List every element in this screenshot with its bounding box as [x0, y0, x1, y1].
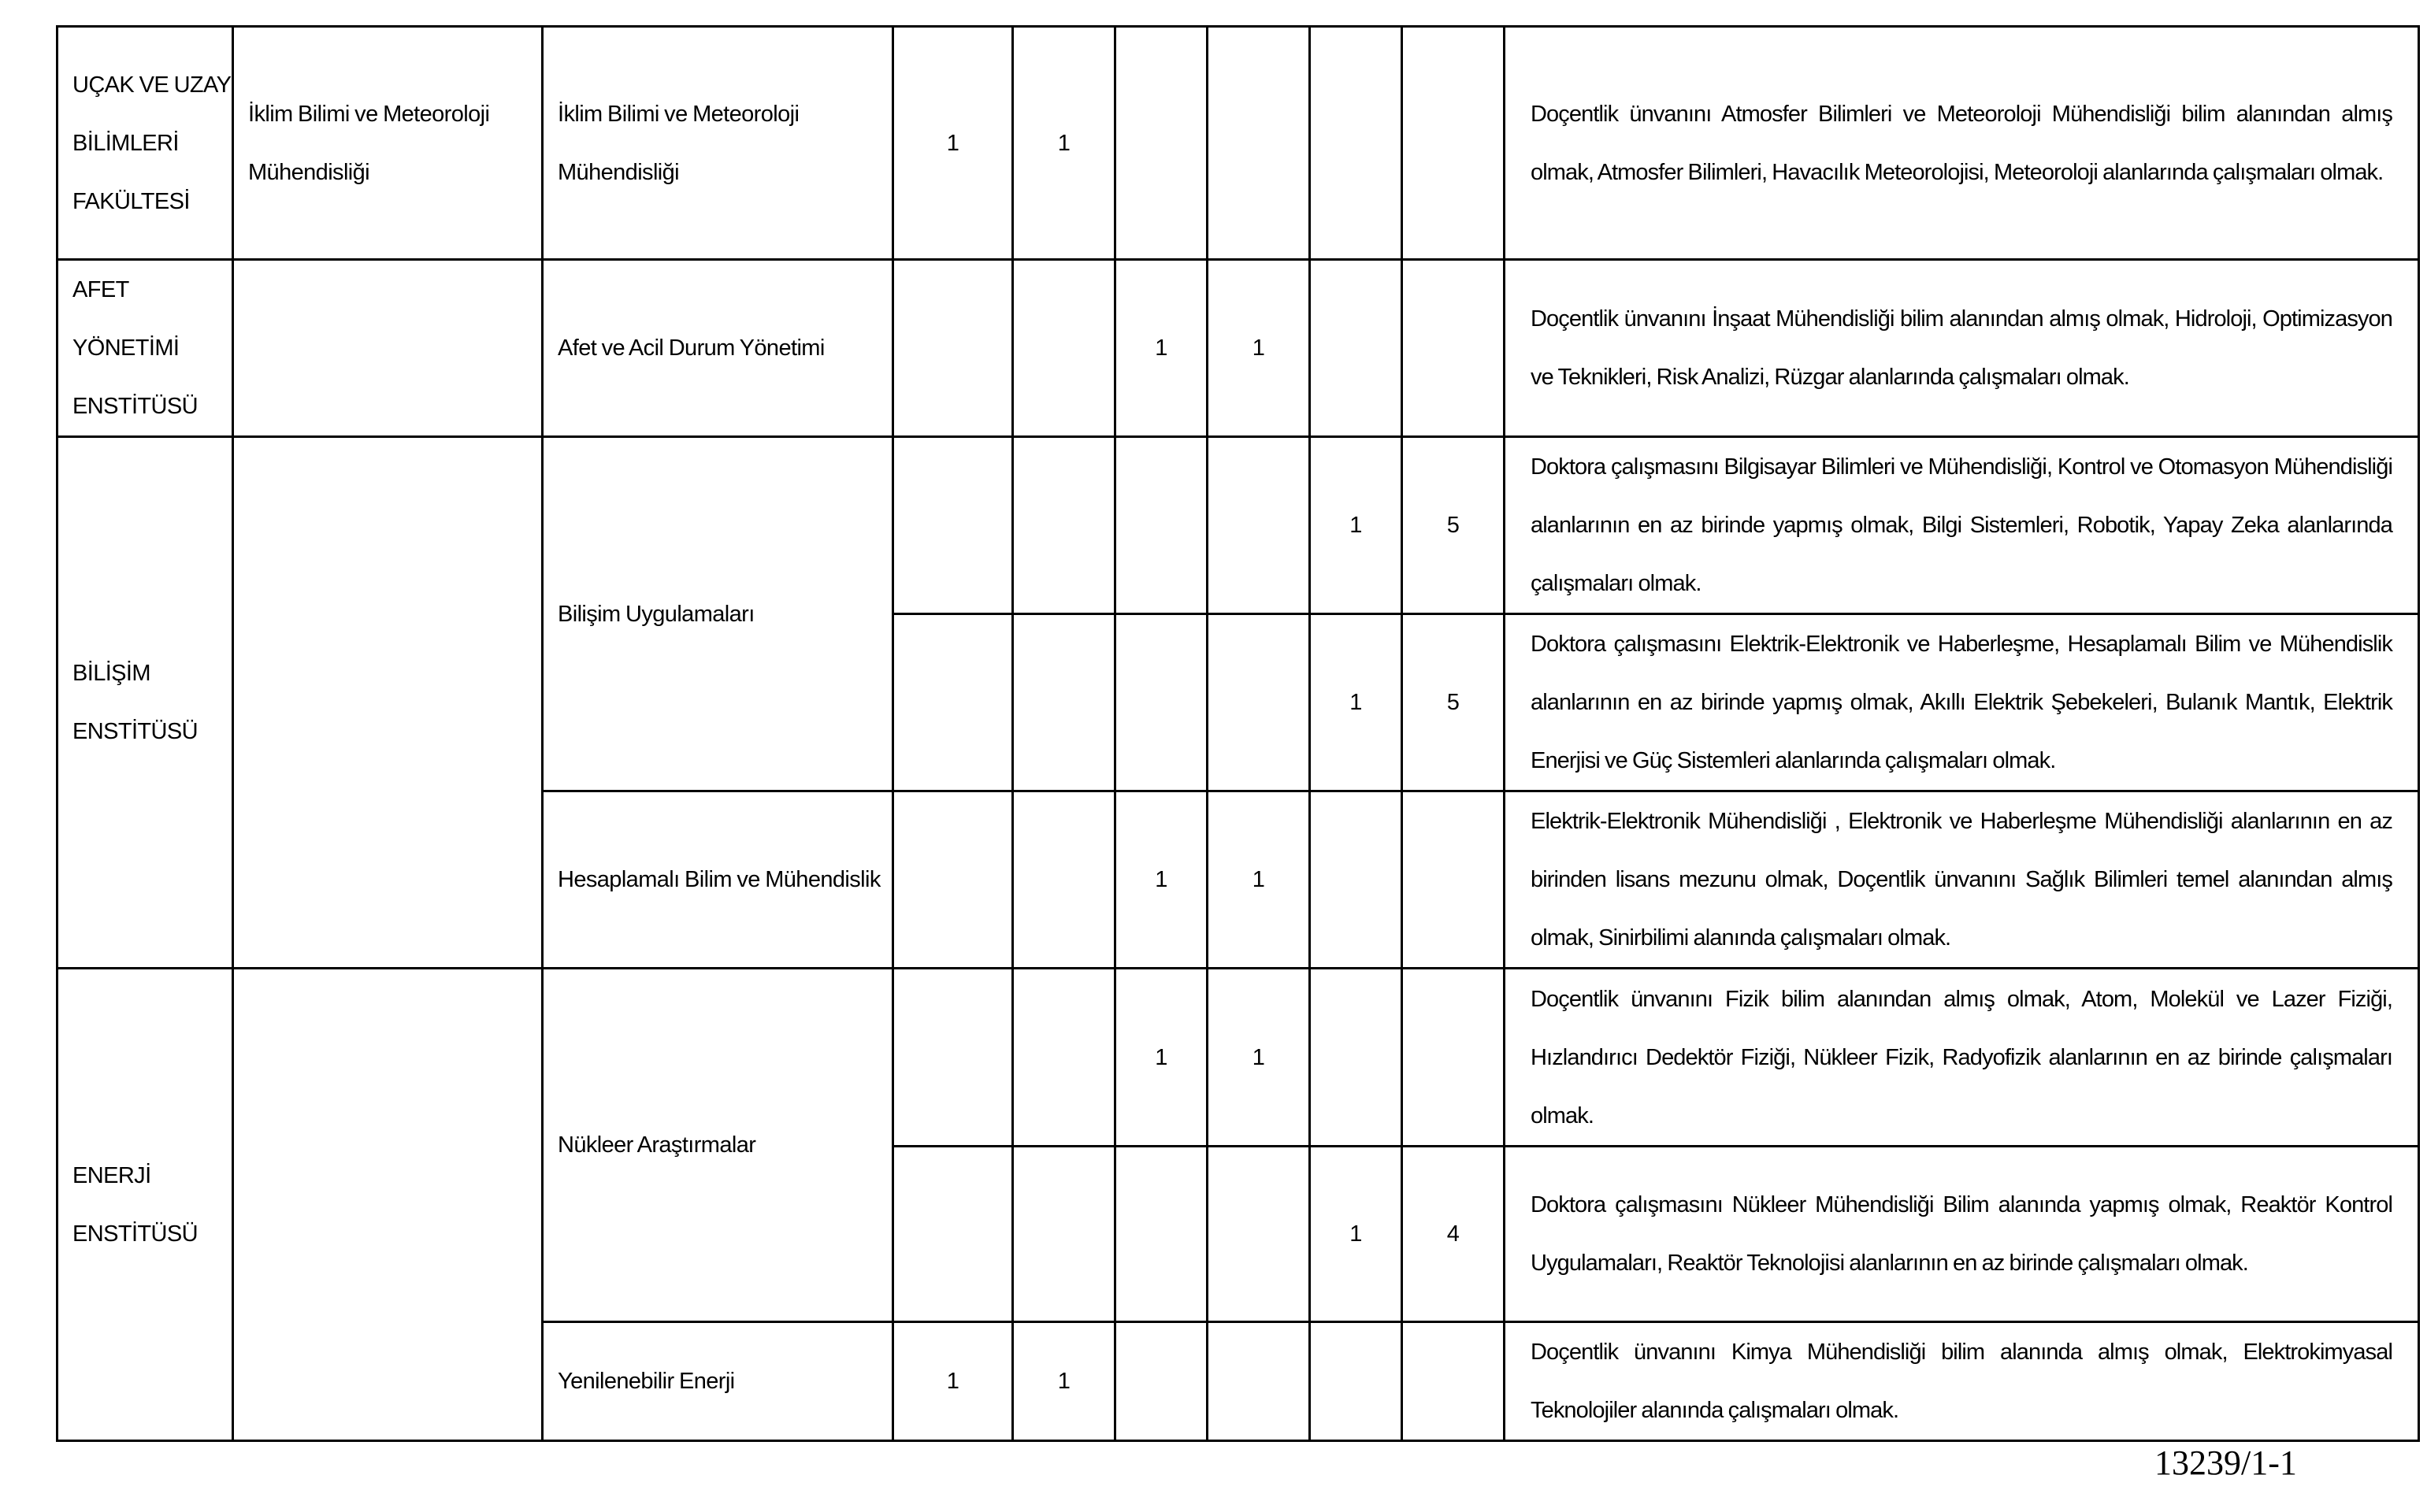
- count-cell: 1: [1013, 27, 1115, 260]
- count-cell: [1115, 1147, 1208, 1322]
- count-cell: [1115, 27, 1208, 260]
- count-cell: 1: [1208, 260, 1310, 437]
- page-number: 13239/1-1: [2154, 1443, 2297, 1482]
- department-cell: [233, 969, 543, 1441]
- table-row: [58, 437, 2419, 614]
- count-cell: [1013, 260, 1115, 437]
- program-cell: Hesaplamalı Bilim ve Mühendislik: [543, 791, 893, 969]
- count-cell: [893, 969, 1013, 1147]
- table-row: [58, 27, 2419, 260]
- count-cell: [1208, 1147, 1310, 1322]
- count-cell: 1: [1208, 969, 1310, 1147]
- program-cell: İklim Bilimi ve Meteoroloji Mühendisliği: [543, 27, 893, 260]
- program-cell: Afet ve Acil Durum Yönetimi: [543, 260, 893, 437]
- requirements-cell: Doçentlik ünvanını İnşaat Mühendisliği bilim alanından almış olmak, Hidroloji, Optimizasyon ve Teknikleri, Risk Analizi, Rüzgar alanlarında çalışmaları olmak.: [1505, 260, 2419, 437]
- requirements-cell: Doçentlik ünvanını Kimya Mühendisliği bilim alanında almış olmak, Elektrokimyasal Teknolojiler alanında çalışmaları olmak.: [1505, 1322, 2419, 1441]
- requirements-cell: Doçentlik ünvanını Atmosfer Bilimleri ve Meteoroloji Mühendisliği bilim alanından almış olmak, Atmosfer Bilimleri, Havacılık Meteorolojisi, Meteoroloji alanlarında çalışmaları olmak.: [1505, 27, 2419, 260]
- count-cell: [1115, 437, 1208, 614]
- table-row: [58, 969, 2419, 1147]
- count-cell: [893, 1147, 1013, 1322]
- department-cell: İklim Bilimi ve Meteoroloji Mühendisliği: [233, 27, 543, 260]
- count-cell: [1402, 260, 1505, 437]
- program-cell: Bilişim Uygulamaları: [543, 437, 893, 791]
- department-cell: [233, 260, 543, 437]
- positions-table: [56, 25, 2420, 1442]
- unit-cell: AFET YÖNETİMİ ENSTİTÜSÜ: [58, 260, 233, 437]
- count-cell: [1013, 969, 1115, 1147]
- program-cell: Yenilenebilir Enerji: [543, 1322, 893, 1441]
- count-cell: [1402, 27, 1505, 260]
- count-cell: 1: [1013, 1322, 1115, 1441]
- count-cell: [1208, 27, 1310, 260]
- count-cell: 1: [1310, 437, 1402, 614]
- count-cell: [1208, 1322, 1310, 1441]
- count-cell: [1115, 614, 1208, 791]
- requirements-cell: Elektrik-Elektronik Mühendisliği , Elektronik ve Haberleşme Mühendisliği alanlarının en az birinden lisans mezunu olmak, Doçentlik ünvanını Sağlık Bilimleri temel alanından almış olmak, Sinirbilimi alanında çalışmaları olmak.: [1505, 791, 2419, 969]
- count-cell: 1: [1208, 791, 1310, 969]
- count-cell: [893, 260, 1013, 437]
- count-cell: [1013, 1147, 1115, 1322]
- count-cell: [893, 614, 1013, 791]
- requirements-cell: Doktora çalışmasını Bilgisayar Bilimleri ve Mühendisliği, Kontrol ve Otomasyon Mühendisliği alanlarının en az birinde yapmış olmak, Bilgi Sistemleri, Robotik, Yapay Zeka alanlarında çalışmaları olmak.: [1505, 437, 2419, 614]
- count-cell: [1310, 1322, 1402, 1441]
- count-cell: [893, 437, 1013, 614]
- unit-cell: UÇAK VE UZAY BİLİMLERİ FAKÜLTESİ: [58, 27, 233, 260]
- count-cell: [1013, 437, 1115, 614]
- count-cell: [1310, 27, 1402, 260]
- count-cell: 4: [1402, 1147, 1505, 1322]
- requirements-cell: Doçentlik ünvanını Fizik bilim alanından almış olmak, Atom, Molekül ve Lazer Fiziği, Hızlandırıcı Dedektör Fiziği, Nükleer Fizik, Radyofizik alanlarının en az birinde çalışmaları olmak.: [1505, 969, 2419, 1147]
- count-cell: 1: [1115, 260, 1208, 437]
- count-cell: [1208, 437, 1310, 614]
- count-cell: [1402, 1322, 1505, 1441]
- unit-cell: BİLİŞİM ENSTİTÜSÜ: [58, 437, 233, 969]
- count-cell: 5: [1402, 614, 1505, 791]
- count-cell: [1310, 260, 1402, 437]
- count-cell: [1310, 791, 1402, 969]
- count-cell: 1: [893, 1322, 1013, 1441]
- count-cell: 5: [1402, 437, 1505, 614]
- count-cell: [1402, 791, 1505, 969]
- count-cell: [1013, 614, 1115, 791]
- count-cell: [893, 791, 1013, 969]
- count-cell: 1: [1310, 614, 1402, 791]
- count-cell: [1013, 791, 1115, 969]
- table-row: [58, 260, 2419, 437]
- count-cell: [1208, 614, 1310, 791]
- requirements-cell: Doktora çalışmasını Elektrik-Elektronik ve Haberleşme, Hesaplamalı Bilim ve Mühendislik alanlarının en az birinde yapmış olmak, Akıllı Elektrik Şebekeleri, Bulanık Mantık, Elektrik Enerjisi ve Güç Sistemleri alanlarında çalışmaları olmak.: [1505, 614, 2419, 791]
- unit-cell: ENERJİ ENSTİTÜSÜ: [58, 969, 233, 1441]
- count-cell: 1: [1310, 1147, 1402, 1322]
- count-cell: 1: [1115, 791, 1208, 969]
- count-cell: [1402, 969, 1505, 1147]
- count-cell: [1310, 969, 1402, 1147]
- department-cell: [233, 437, 543, 969]
- count-cell: 1: [893, 27, 1013, 260]
- count-cell: 1: [1115, 969, 1208, 1147]
- program-cell: Nükleer Araştırmalar: [543, 969, 893, 1322]
- count-cell: [1115, 1322, 1208, 1441]
- requirements-cell: Doktora çalışmasını Nükleer Mühendisliği Bilim alanında yapmış olmak, Reaktör Kontrol Uygulamaları, Reaktör Teknolojisi alanlarının en az birinde çalışmaları olmak.: [1505, 1147, 2419, 1322]
